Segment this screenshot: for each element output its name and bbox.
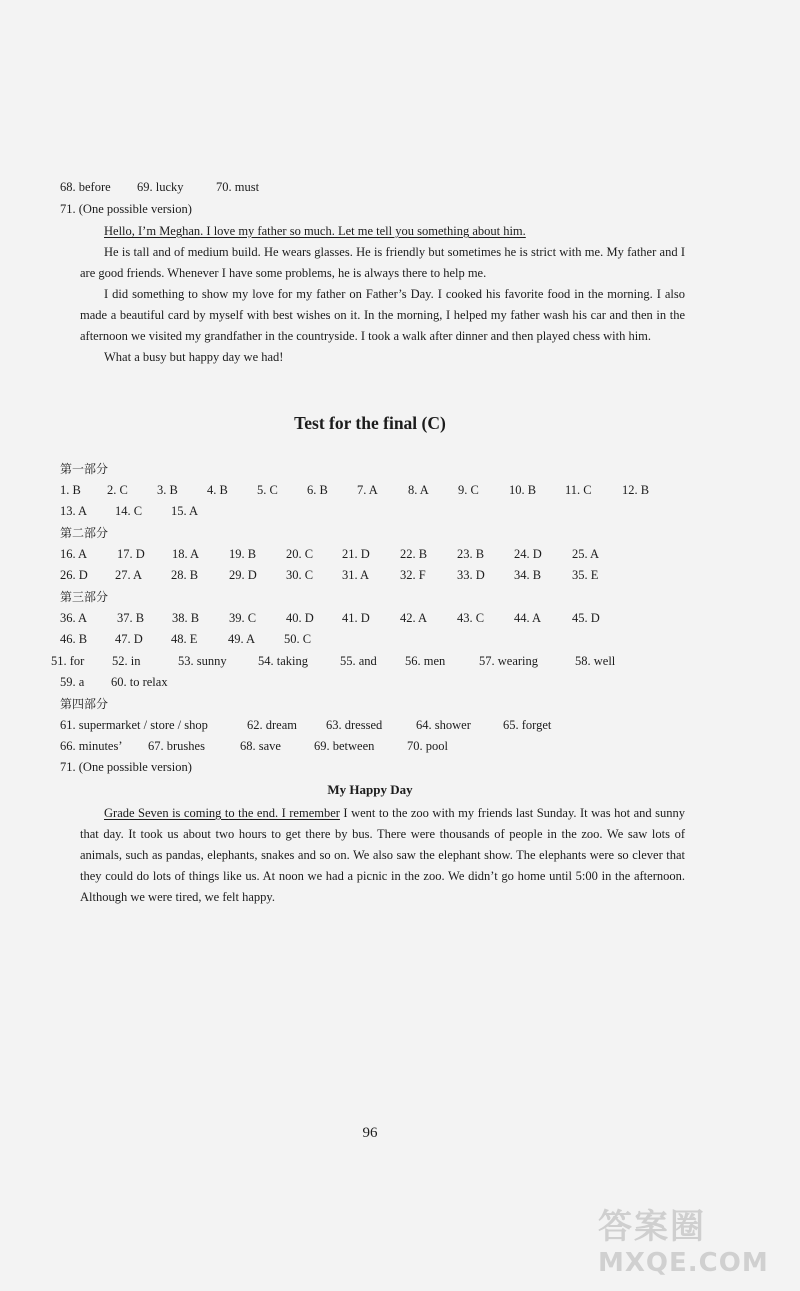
answer-item: 12. B: [622, 483, 650, 497]
essay-body: I went to the zoo with my friends last Sunday. It was hot and sunny that day. It took us about two hours to get there by bus. There were thousands of people in the zoo. We saw lots of animals, such as pandas, elephants, snakes and so on. We also saw the elephant show. The elephants were so clever that they could do lots of things like us. At noon we had a picnic in the zoo. We didn’t go home until 5:00 in the afternoon. Although we were tired, we felt happy.: [80, 806, 685, 904]
answer-item: 65. forget: [503, 718, 552, 732]
answer-item: 35. E: [572, 568, 599, 582]
answer-item: 5. C: [257, 483, 278, 497]
answer-item: 44. A: [514, 611, 542, 625]
answer-item: 36. A: [60, 611, 88, 625]
answer-item: 53. sunny: [178, 654, 227, 668]
answer-item: 66. minutes’: [60, 739, 123, 753]
answer-item: 8. A: [408, 483, 429, 497]
underlined-opening: Grade Seven is coming to the end. I remember: [104, 806, 340, 820]
watermark-en: MXQE.COM: [598, 1248, 769, 1278]
answer-item: 64. shower: [416, 718, 471, 732]
answer-item: 39. C: [229, 611, 257, 625]
answer-item: 43. C: [457, 611, 485, 625]
answer-item: 51. for: [51, 654, 85, 668]
answer-item: 69. lucky: [137, 180, 184, 194]
answer-item: 40. D: [286, 611, 314, 625]
answer-item: 57. wearing: [479, 654, 539, 668]
answer-item: 42. A: [400, 611, 428, 625]
answer-item: 45. D: [572, 611, 600, 625]
essay-title: My Happy Day: [327, 782, 413, 797]
answer-item: 32. F: [400, 568, 426, 582]
answer-item: 69. between: [314, 739, 375, 753]
answer-item: 22. B: [400, 547, 428, 561]
essay-paragraph: What a busy but happy day we had!: [104, 350, 284, 364]
version-label: 71. (One possible version): [60, 202, 192, 216]
answer-item: 23. B: [457, 547, 485, 561]
answer-item: 16. A: [60, 547, 88, 561]
part3-label: 第三部分: [60, 590, 109, 604]
answer-item: 24. D: [514, 547, 542, 561]
answer-item: 19. B: [229, 547, 257, 561]
answer-item: 14. C: [115, 504, 143, 518]
essay-paragraph: He is tall and of medium build. He wears glasses. He is friendly but sometimes he is strict with me. My father and I are good friends. Whenever I have some problems, he is always there to help me.: [80, 245, 685, 280]
answer-item: 34. B: [514, 568, 542, 582]
answer-item: 30. C: [286, 568, 314, 582]
answer-item: 11. C: [565, 483, 592, 497]
answer-item: 17. D: [117, 547, 145, 561]
part4-label: 第四部分: [60, 697, 109, 711]
essay-happy-day: [80, 803, 685, 908]
answer-item: 7. A: [357, 483, 378, 497]
answer-item: 3. B: [157, 483, 178, 497]
answer-item: 31. A: [342, 568, 370, 582]
answer-item: 50. C: [284, 632, 312, 646]
answer-item: 63. dressed: [326, 718, 383, 732]
answer-item: 37. B: [117, 611, 145, 625]
answer-item: 70. pool: [407, 739, 448, 753]
watermark-logo: [598, 1199, 778, 1277]
part1-label: 第一部分: [60, 462, 109, 476]
essay-father: [80, 221, 685, 368]
answer-item: 68. save: [240, 739, 281, 753]
answer-item: 21. D: [342, 547, 370, 561]
essay-paragraph: I did something to show my love for my father on Father’s Day. I cooked his favorite food in the morning. I also made a beautiful card by myself with best wishes on it. In the morning, I helped my father wash his car and then in the afternoon we visited my grandfather in the countryside. I took a walk after dinner and then played chess with him.: [80, 287, 685, 343]
answer-item: 60. to relax: [111, 675, 168, 689]
answer-item: 48. E: [171, 632, 198, 646]
answer-item: 46. B: [60, 632, 88, 646]
answer-item: 18. A: [172, 547, 200, 561]
answer-item: 58. well: [575, 654, 616, 668]
underlined-opening: Hello, I’m Meghan. I love my father so much. Let me tell you something about him.: [104, 224, 526, 238]
answer-item: 55. and: [340, 654, 377, 668]
answer-item: 10. B: [509, 483, 537, 497]
answer-item: 6. B: [307, 483, 328, 497]
answer-item: 28. B: [171, 568, 199, 582]
answer-item: 13. A: [60, 504, 88, 518]
answer-item: 62. dream: [247, 718, 297, 732]
answer-item: 29. D: [229, 568, 257, 582]
answer-item: 41. D: [342, 611, 370, 625]
answer-item: 52. in: [112, 654, 141, 668]
answer-item: 33. D: [457, 568, 485, 582]
answer-item: 25. A: [572, 547, 600, 561]
answer-item: 59. a: [60, 675, 85, 689]
answer-item: 67. brushes: [148, 739, 205, 753]
answer-item: 15. A: [171, 504, 199, 518]
answer-item: 1. B: [60, 483, 81, 497]
answer-item: 4. B: [207, 483, 228, 497]
answer-item: 47. D: [115, 632, 143, 646]
part2-label: 第二部分: [60, 526, 109, 540]
answer-item: 26. D: [60, 568, 88, 582]
answer-item: 56. men: [405, 654, 446, 668]
answer-item: 54. taking: [258, 654, 308, 668]
answer-item: 68. before: [60, 180, 111, 194]
answer-item: 61. supermarket / store / shop: [60, 718, 208, 732]
answer-item: 49. A: [228, 632, 256, 646]
watermark-cn: 答案圈: [598, 1207, 706, 1247]
answer-item: 9. C: [458, 483, 479, 497]
answer-item: 70. must: [216, 180, 260, 194]
page-number: 96: [362, 1125, 378, 1141]
test-title: Test for the final (C): [294, 413, 446, 433]
answer-item: 27. A: [115, 568, 143, 582]
answer-item: 2. C: [107, 483, 128, 497]
answer-item: 20. C: [286, 547, 314, 561]
answer-item: 38. B: [172, 611, 200, 625]
version-label: 71. (One possible version): [60, 760, 192, 774]
